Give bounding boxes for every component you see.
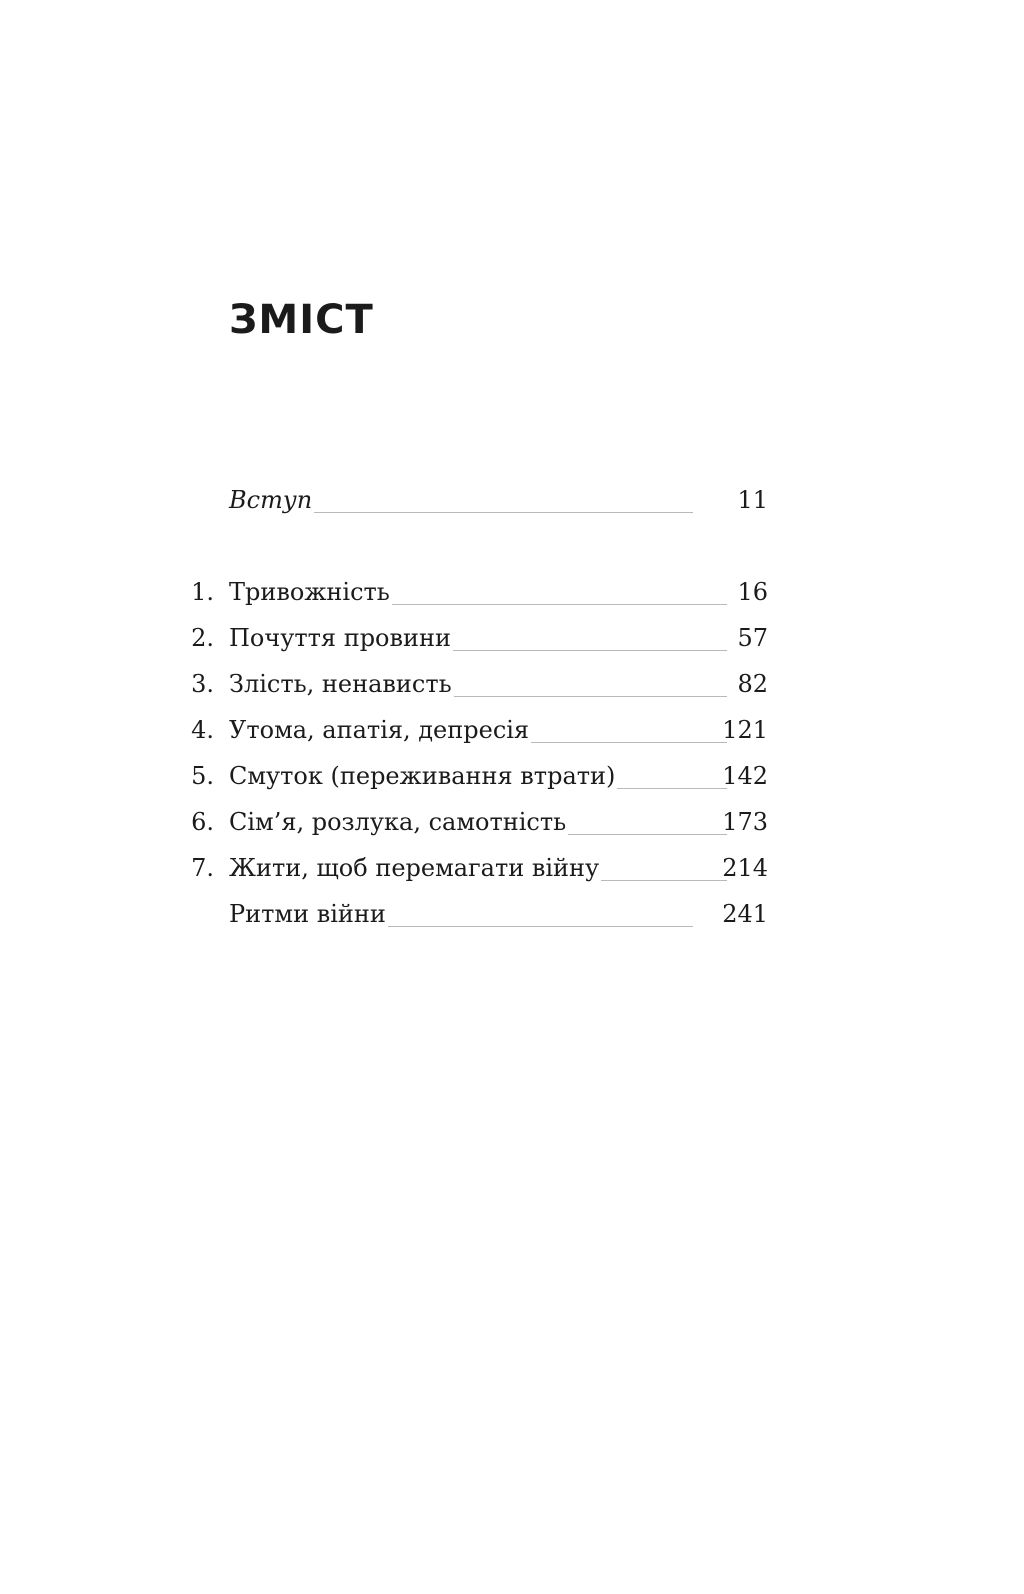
toc-page-number: 11 [737, 486, 768, 514]
toc-label: Жити, щоб перемагати війну [229, 848, 601, 888]
toc-row-chapter-3[interactable] [185, 664, 768, 704]
toc-page-number: 121 [722, 716, 768, 744]
toc-page-number: 214 [722, 854, 768, 882]
toc-row-intro[interactable] [185, 480, 768, 520]
toc-row-chapter-2[interactable] [185, 618, 768, 658]
toc-chapter-number: 4. [191, 716, 214, 744]
toc-label: Злість, ненависть [229, 664, 454, 704]
toc-label: Смуток (переживання втрати) [229, 756, 617, 796]
toc-page-number: 16 [737, 578, 768, 606]
toc-page-number: 241 [722, 900, 768, 928]
toc-chapter-number: 6. [191, 808, 214, 836]
toc-chapter-number: 5. [191, 762, 214, 790]
toc-row-chapter-7[interactable] [185, 848, 768, 888]
toc-chapter-number: 7. [191, 854, 214, 882]
toc-row-chapter-6[interactable] [185, 802, 768, 842]
toc-row-chapter-5[interactable] [185, 756, 768, 796]
toc-page-number: 82 [737, 670, 768, 698]
toc-row-chapter-1[interactable] [185, 572, 768, 612]
toc-row-appendix[interactable] [185, 894, 768, 934]
toc-label: Утома, апатія, депресія [229, 710, 531, 750]
toc-row-chapter-4[interactable] [185, 710, 768, 750]
toc-label: Почуття провини [229, 618, 453, 658]
toc-page-number: 142 [722, 762, 768, 790]
toc-page-number: 173 [722, 808, 768, 836]
toc-label: Сім’я, розлука, самотність [229, 802, 568, 842]
toc-page-number: 57 [737, 624, 768, 652]
toc-label: Тривожність [229, 572, 392, 612]
toc-chapter-number: 2. [191, 624, 214, 652]
page-title: ЗМІСТ [229, 297, 374, 343]
toc-chapter-number: 3. [191, 670, 214, 698]
toc-label: Вступ [229, 480, 314, 520]
toc-label: Ритми війни [229, 894, 388, 934]
toc-chapter-number: 1. [191, 578, 214, 606]
